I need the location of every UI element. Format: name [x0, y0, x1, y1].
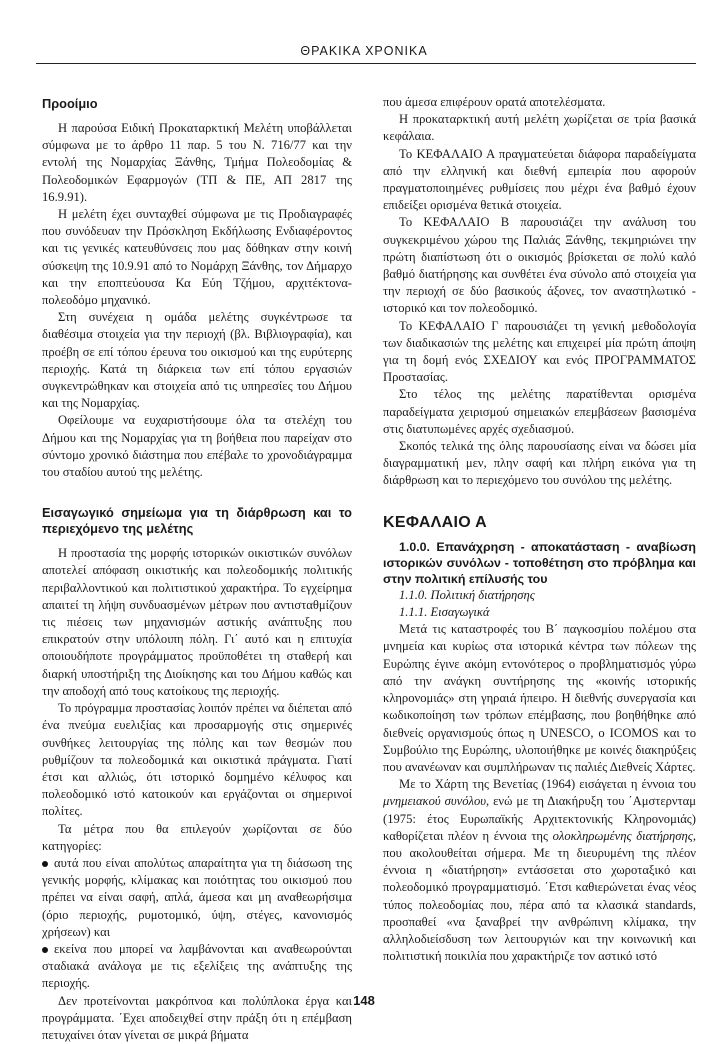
- running-header: ΘΡΑΚΙΚΑ ΧΡΟΝΙΚΑ: [300, 44, 428, 58]
- subsection-title: 1.1.0. Πολιτική διατήρησης: [399, 587, 535, 602]
- section-heading-intro-note: Εισαγωγικό σημείωμα για τη διάρθρωση και το περιεχόμενο της μελέτης: [42, 505, 352, 537]
- page-number: 148: [353, 993, 375, 1008]
- bullet-text: αυτά που είναι απολύτως απαραίτητα για τη διάσωση της γενικής μορφής, κλίμακας και ποιότητας του οικισμού που πρέπει να είναι σαφή, απλά, άμεσα και μη αναθεωρήσιμα (όριο περιοχής, ρυμοτομικό, ύψη, στέγες, κανονισμός χρήσεων) και: [42, 855, 352, 939]
- bullet-item: [42, 941, 352, 993]
- bullet-icon: [42, 947, 48, 953]
- paragraph: Σκοπός τελικά της όλης παρουσίασης είναι να δώσει μία διαγραμματική μεν, πλην σαφή και πλήρη εικόνα για τη διάρθρωση και το περιεχόμενο του συνόλου της μελέτης.: [383, 439, 696, 488]
- paragraph-venice-charter: [383, 776, 696, 965]
- paragraph: Η παρούσα Ειδική Προκαταρκτική Μελέτη υποβάλλεται σύμφωνα με το άρθρο 11 παρ. 5 του Ν. 716/77 και την εντολή της Νομαρχίας Ξάνθης, Τμήμα Πολεοδομίας & Πολεοδομικών Εφαρμογών (ΤΠ & ΠΕ, ΑΠ 2817 της 16.9.91).: [42, 121, 352, 204]
- paragraph: Στη συνέχεια η ομάδα μελέτης συγκέντρωσε τα διαθέσιμα στοιχεία για την περιοχή (βλ. Βιβλιογραφία), και προέβη σε επί τόπου έρευνα του οικισμού και της ευρύτερης περιοχής. Κατά τη διάρκεια των επί τόπου εργασιών συγκεντρώθηκαν και στοιχεία από τις υπηρεσίες του Δήμου και της Νομαρχίας.: [42, 310, 352, 411]
- chapter-heading: ΚΕΦΑΛΑΙΟ Α: [383, 513, 488, 531]
- continued-paragraph: που άμεσα επιφέρουν ορατά αποτελέσματα.: [383, 95, 606, 109]
- paragraph: Δεν προτείνονται μακρόπνοα και πολύπλοκα έργα και προγράμματα. ΄Εχει αποδειχθεί στην πράξη ότι η επέμβαση πετυχαίνει όταν γίνεται σε μικρά βήματα: [42, 993, 352, 1042]
- emphasis-term: μνημειακού συνόλου: [383, 794, 487, 809]
- paragraph: Το ΚΕΦΑΛΑΙΟ Β παρουσιάζει την ανάλυση του συγκεκριμένου χώρου της Παλιάς Ξάνθης, τεκμηριώνει την πρώτη διαπίστωση ότι ο οικισμός βρίσκεται σε πολύ καλό βαθμό διατήρησης και συνθέτει ένα σύνολο από στοιχεία για την περιοχή σε δύο βασικούς άξονες, τον αναστηλωτικό - ιστορικό και τον πολεοδομικό.: [383, 215, 696, 316]
- paragraph: Οφείλουμε να ευχαριστήσουμε όλα τα στελέχη του Δήμου και της Νομαρχίας για τη βοήθεια που παρείχαν στο σύντομο χρονικό διάστημα που επέβαλε το χρονοδιάγραμμα του σταδίου αυτού της μελέτης.: [42, 413, 352, 480]
- subsection-heading: 1.0.0. Επανάχρηση - αποκατάσταση - αναβίωση ιστορικών συνόλων - τοποθέτηση στο πρόβλημα και στην πολιτική επίλυσής του: [383, 539, 696, 586]
- subsection-title: 1.1.1. Εισαγωγικά: [399, 605, 490, 620]
- bullet-item: [42, 855, 352, 941]
- header-rule: [36, 63, 696, 64]
- bullet-text: εκείνα που μπορεί να λαμβάνονται και αναθεωρούνται σταδιακά ανάλογα με τις εξελίξεις της ανάπτυξης της περιοχής.: [42, 941, 352, 991]
- paragraph: Η προκαταρκτική αυτή μελέτη χωρίζεται σε τρία βασικά κεφάλαια.: [383, 112, 696, 144]
- text-run: Με το Χάρτη της Βενετίας (1964) εισάγεται η έννοια του: [399, 777, 696, 792]
- paragraph: Το πρόγραμμα προστασίας λοιπόν πρέπει να διέπεται από ένα πνεύμα ευελιξίας και προσαρμογής στις σημερινές συνθήκες λειτουργίας της πόλης και των θεσμών που ρυθμίζουν τα πολεοδομικά και οικιστικά πράγματα. Γιατί έτσι και αλλιώς, ότι ιστορικό δομημένο κέλυφος και πολεοδομικό ιστό κατοικούν και εργάζονται οι σημερινοί πολίτες.: [42, 701, 352, 819]
- text-run: , ενώ με τη Διακήρυξη του ΄Αμστερνταμ (1975: έτος Ευρωπαϊκής Αρχιτεκτονικής Κληρονομιάς) καθορίζεται πλέον η έννοια της: [383, 794, 697, 843]
- text-run: , που ακολουθείται σήμερα. Με τη διευρυμένη της πλέον έννοια η «διατήρηση» εντάσσεται στο χωροταξικό και πολεοδομικό προγραμματισμό. ΄Ετσι καθιερώνεται ένας νέος τύπος πολεοδομίας που, πέρα από τα κλασικά standards, προσπαθεί «να ξαναβρεί την ανθρώπινη κλίμακα, την αλληλοδιείσδυση των λειτουργιών και την κοινωνική και πολιτιστική ποικιλία που χαρακτήριζε τον αστικό ιστό: [383, 828, 696, 964]
- paragraph: Το ΚΕΦΑΛΑΙΟ Α πραγματεύεται διάφορα παραδείγματα από την ελληνική και διεθνή εμπειρία που αφορούν πραγματοποιημένες ρυθμίσεις που μέχρι ένα βαθμό έχουν επιδείξει ορισμένα θετικά στοιχεία.: [383, 146, 696, 213]
- bullet-icon: [42, 861, 48, 867]
- right-column: [383, 94, 696, 965]
- left-column: [42, 96, 352, 1044]
- paragraph: Η προστασία της μορφής ιστορικών οικιστικών συνόλων αποτελεί απόφαση οικιστικής και πολεοδομικής πολιτικής περιβαλλοντικού και πολιτιστικού χαρακτήρα. Το εγχείρημα απαιτεί τη λήψη συνδυασμένων μέτρων που αντισταθμίζουν τις πιέσεις των μηχανισμών αστικής ανάπτυξης που επικρατούν στην υπόλοιπη πόλη. Γι΄ αυτό και η επιτυχία οποιουδήποτε προγράμματος προϋποθέτει τη σταθερή και διαρκή υποστήριξη της Διοίκησης και του Δήμου καθώς και την αποδοχή από τους κατοίκους της περιοχής.: [42, 546, 352, 698]
- emphasis-term: ολοκληρωμένης διατήρησης: [552, 828, 693, 843]
- spacer: [383, 490, 696, 514]
- paragraph: Στο τέλος της μελέτης παρατίθενται ορισμένα παραδείγματα χειρισμού σημειακών επεμβάσεων βασισμένα στις διατυπωμένες αρχές σχεδιασμού.: [383, 387, 696, 436]
- paragraph: Μετά τις καταστροφές του Β΄ παγκοσμίου πολέμου στα μνημεία και κυρίως στα ιστορικά κέντρα των πόλεων της Ευρώπης έγινε ακόμη εντονότερος ο προβληματισμός γύρω από την ανάγκη συντήρησης της «κοινής ιστορικής κληρονομιάς» στη γηραιά ήπειρο. Η διεθνής συνεργασία και κωδικοποίηση των τρόπων επέμβασης, που βοηθήθηκε από διεθνείς οργανισμούς όπως η UNESCO, ο ICOMOS και το Συμβούλιο της Ευρώπης, υλοποιήθηκε με κοινές διακηρύξεις που ανανέωναν και συμπλήρωναν τις παλιές Διεθνείς Χάρτες.: [383, 622, 696, 774]
- spacer: [42, 481, 352, 505]
- paragraph: Το ΚΕΦΑΛΑΙΟ Γ παρουσιάζει τη γενική μεθοδολογία των διαδικασιών της μελέτης και επιχειρεί μία πρώτη άποψη για τη δομή ενός ΣΧΕΔΙΟΥ και ενός ΠΡΟΓΡΑΜΜΑΤΟΣ Προστασίας.: [383, 318, 696, 385]
- paragraph: Η μελέτη έχει συνταχθεί σύμφωνα με τις Προδιαγραφές που συνόδευαν την Πρόσκληση Εκδήλωσης Ενδιαφέροντος και τις γενικές κατευθύνσεις που μας δόθηκαν στην κοινή σύσκεψη της 10.9.91 από το Νομάρχη Ξάνθης, τον Δήμαρχο και την εποπτεύουσα Κα Εύη Τζήμου, αρχιτέκτονα-πολεοδόμο μηχανικό.: [42, 207, 352, 308]
- paragraph: Τα μέτρα που θα επιλεγούν χωρίζονται σε δύο κατηγορίες:: [42, 821, 352, 853]
- section-heading-prooimio: Προοίμιο: [42, 96, 98, 111]
